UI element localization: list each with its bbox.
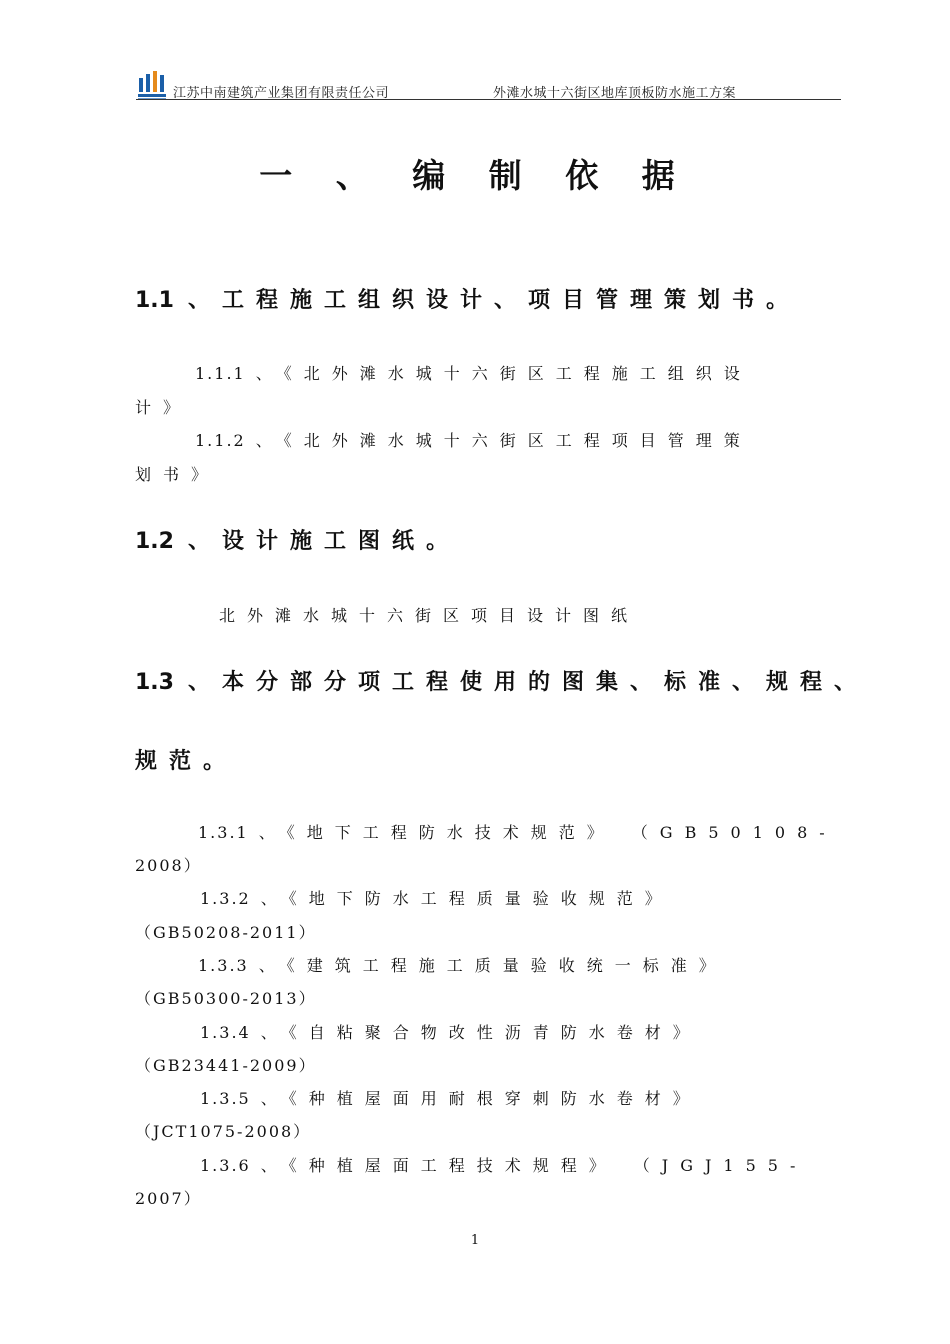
list-item <box>198 820 837 843</box>
item-number: 1.3.5 <box>200 1089 251 1108</box>
section-number: 1.2 <box>135 529 174 554</box>
header-divider <box>136 99 841 100</box>
company-logo-icon <box>136 68 170 102</box>
section-title: 、设计施工图纸。 <box>187 529 460 554</box>
section-heading-1-3-continuation <box>135 744 237 775</box>
list-item <box>200 1086 701 1109</box>
section-number: 1.3 <box>135 670 174 695</box>
item-text: 、《地下工程防水技术规范》 （GB50108- <box>258 823 837 842</box>
item-number: 1.3.1 <box>198 823 249 842</box>
item-text: 、《北外滩水城十六街区工程项目管理策 <box>255 431 752 450</box>
list-item <box>200 886 673 909</box>
list-item-continuation: （GB50208-2011） <box>135 923 317 942</box>
list-item-continuation: 计》 <box>135 398 192 417</box>
item-number: 1.3.3 <box>198 956 249 975</box>
item-number: 1.3.6 <box>200 1156 251 1175</box>
section-heading-1-2 <box>135 524 460 555</box>
header-company: 江苏中南建筑产业集团有限责任公司 <box>173 86 390 101</box>
list-item-continuation: 2007） <box>135 1189 202 1208</box>
item-number: 1.3.2 <box>200 889 251 908</box>
list-item-continuation: （GB50300-2013） <box>135 989 317 1008</box>
list-item-continuation: 2008） <box>135 856 202 875</box>
list-item <box>195 361 752 384</box>
item-number: 1.1.2 <box>195 431 246 450</box>
list-item-continuation: 划书》 <box>135 465 220 484</box>
page-number: 1 <box>470 1233 480 1248</box>
item-text: 、《自粘聚合物改性沥青防水卷材》 <box>260 1023 701 1042</box>
section-title: 、本分部分项工程使用的图集、标准、规程、 <box>187 670 868 695</box>
item-number: 1.3.4 <box>200 1023 251 1042</box>
list-item <box>200 1153 807 1176</box>
list-item-continuation: （GB23441-2009） <box>135 1056 317 1075</box>
header-document-title: 外滩水城十六街区地库顶板防水施工方案 <box>493 86 737 101</box>
list-item <box>200 1020 701 1043</box>
list-item <box>198 953 727 976</box>
item-number: 1.1.1 <box>195 364 246 383</box>
item-text: 、《种植屋面工程技术规程》 （JGJ155- <box>260 1156 808 1175</box>
section-heading-1-3 <box>135 665 868 696</box>
item-text: 、《建筑工程施工质量验收统一标准》 <box>258 956 727 975</box>
section-number: 1.1 <box>135 288 174 313</box>
paragraph-design-drawings: 北外滩水城十六街区项目设计图纸 <box>219 606 640 625</box>
list-item-continuation: （JCT1075-2008） <box>135 1122 312 1141</box>
chapter-title: 一 、 编 制 依 据 <box>259 156 691 195</box>
section-title-cont: 规范。 <box>135 749 238 774</box>
section-heading-1-1 <box>135 283 800 314</box>
section-title: 、工程施工组织设计、项目管理策划书。 <box>187 288 800 313</box>
item-text: 、《地下防水工程质量验收规范》 <box>260 889 673 908</box>
list-item <box>195 428 752 451</box>
item-text: 、《种植屋面用耐根穿刺防水卷材》 <box>260 1089 701 1108</box>
item-text: 、《北外滩水城十六街区工程施工组织设 <box>255 364 752 383</box>
